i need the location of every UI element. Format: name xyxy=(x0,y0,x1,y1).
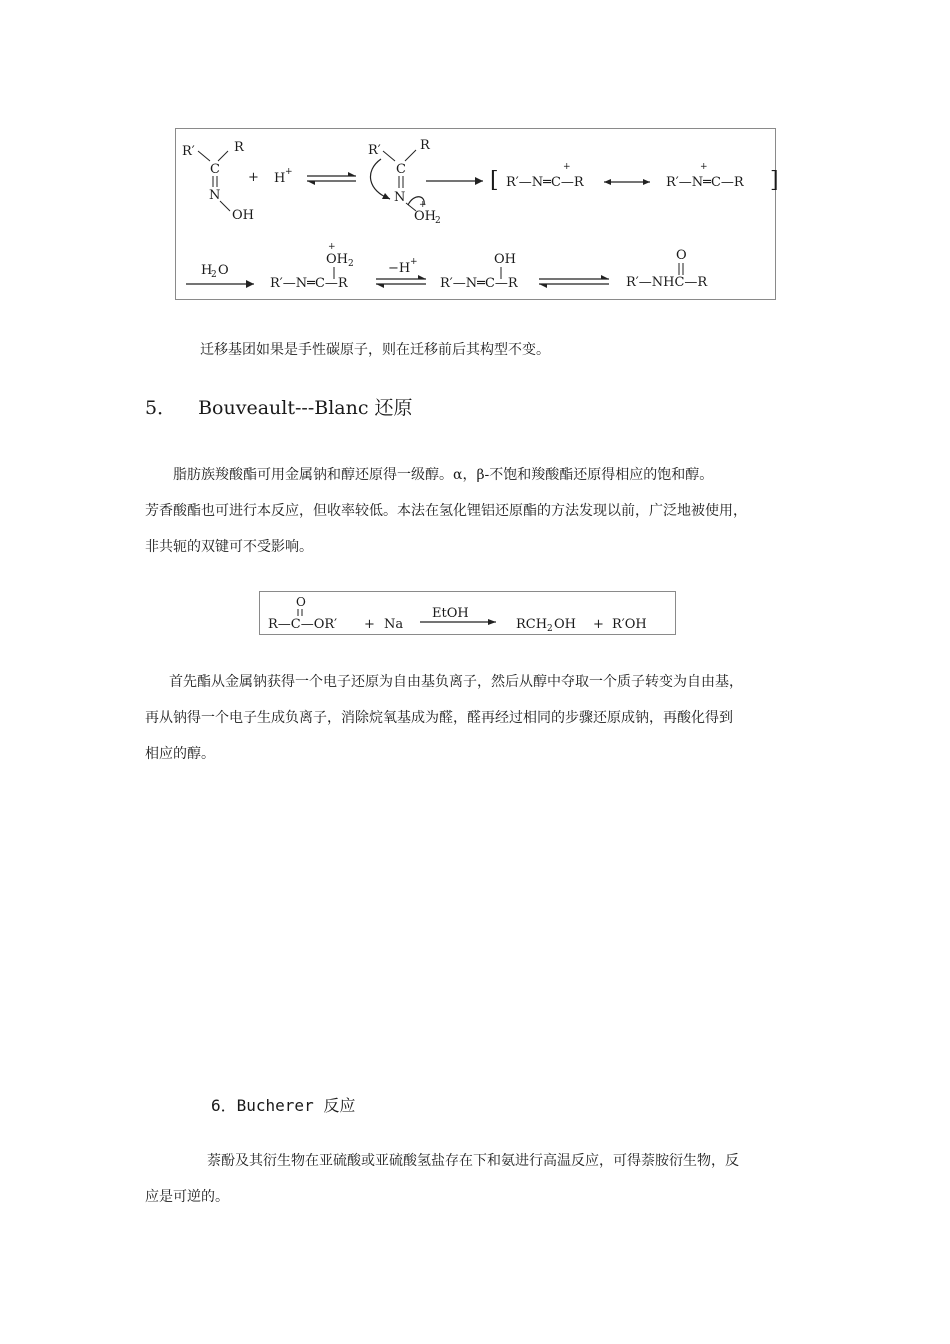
tautomer-arrow xyxy=(539,275,609,288)
primary-alcohol-product xyxy=(516,617,576,634)
svg-text:+: + xyxy=(700,162,708,172)
section-6-heading: 6．Bucherer 反应 xyxy=(211,1096,356,1115)
reagent-etoh: EtOH xyxy=(432,606,469,621)
plus-sign: + xyxy=(248,170,259,185)
svg-text:H: H xyxy=(274,171,286,186)
text-line: 芳香酸酯也可进行本反应，但收率较低。本法在氢化锂铝还原酯的方法发现以前，广泛地被使用， xyxy=(145,503,747,519)
water-addition-arrow xyxy=(186,263,254,288)
reaction-arrow-1 xyxy=(426,177,483,185)
protonated-imidate xyxy=(270,242,354,291)
beckmann-scheme-drawing xyxy=(176,129,779,299)
svg-text:C: C xyxy=(210,162,220,177)
svg-text:R: R xyxy=(420,138,430,153)
alcohol-byproduct: R′OH xyxy=(612,617,647,632)
svg-text:H: H xyxy=(201,263,213,278)
svg-text:OH: OH xyxy=(326,252,348,267)
amide-product xyxy=(626,248,708,290)
svg-text:R′: R′ xyxy=(368,143,381,158)
svg-text:−H: −H xyxy=(388,261,411,276)
text-line: 脂肪族羧酸酯可用金属钠和醇还原得一级醇。α，β-不饱和羧酸酯还原得相应的饱和醇。 xyxy=(173,467,714,483)
proton xyxy=(274,167,293,186)
nitrilium-resonance-2 xyxy=(666,162,745,190)
svg-text:R′—N═C—R: R′—N═C—R xyxy=(506,175,584,190)
svg-text:+: + xyxy=(285,167,293,177)
bracket-close: ] xyxy=(770,168,779,193)
section-number: 5． xyxy=(145,397,177,419)
text-line: 首先酯从金属钠获得一个电子还原为自由基负离子，然后从醇中夺取一个质子转变为自由基， xyxy=(169,674,743,690)
svg-text:2: 2 xyxy=(547,624,553,634)
section-6-body xyxy=(145,1143,810,1215)
svg-text:N: N xyxy=(209,188,221,203)
ester-reactant: R—C—OR′ xyxy=(268,617,338,632)
svg-text:OH: OH xyxy=(554,617,576,632)
section-5-heading xyxy=(145,393,413,420)
svg-text:R′—N═C—R: R′—N═C—R xyxy=(270,276,348,291)
text-line: 萘酚及其衍生物在亚硫酸或亚硫酸氢盐存在下和氨进行高温反应，可得萘胺衍生物，反 xyxy=(207,1153,739,1169)
text-line: 再从钠得一个电子生成负离子，消除烷氧基成为醛，醛再经过相同的步骤还原成钠，再酸化得到 xyxy=(145,710,733,726)
svg-text:+: + xyxy=(328,242,336,252)
svg-text:O: O xyxy=(296,595,306,609)
svg-text:OH: OH xyxy=(414,209,436,224)
svg-text:RCH: RCH xyxy=(516,617,548,632)
svg-text:R′: R′ xyxy=(182,144,195,159)
svg-text:R′—NHC—R: R′—NHC—R xyxy=(626,275,708,290)
deprotonation-arrow xyxy=(376,257,426,288)
svg-text:C: C xyxy=(396,162,406,177)
svg-text:N: N xyxy=(394,190,406,205)
equilibrium-arrow-1 xyxy=(307,172,356,185)
svg-text:2: 2 xyxy=(348,259,354,269)
text-line: 应是可逆的。 xyxy=(145,1189,229,1205)
svg-text:OH: OH xyxy=(494,252,516,267)
svg-text:+: + xyxy=(593,617,604,632)
svg-text:2: 2 xyxy=(435,216,441,226)
svg-text:+: + xyxy=(364,617,375,632)
svg-text:R′—N═C—R: R′—N═C—R xyxy=(440,276,518,291)
svg-text:O: O xyxy=(676,248,687,263)
bouveault-blanc-scheme xyxy=(259,591,676,635)
svg-text:+: + xyxy=(563,162,571,172)
svg-text:+: + xyxy=(410,257,418,267)
resonance-arrow xyxy=(604,179,650,185)
svg-text:+: + xyxy=(419,200,427,210)
beckmann-scheme xyxy=(175,128,779,300)
oxime-reactant xyxy=(182,140,254,223)
text-line: 相应的醇。 xyxy=(145,746,215,762)
configuration-note: 迁移基团如果是手性碳原子，则在迁移前后其构型不变。 xyxy=(200,342,550,358)
bouveault-blanc-drawing xyxy=(260,592,675,634)
section-title: Bouveault---Blanc 还原 xyxy=(198,397,413,419)
protonated-oxime xyxy=(368,138,441,226)
text-line: 非共轭的双键可不受影响。 xyxy=(145,539,313,555)
sodium: Na xyxy=(384,617,404,632)
section-5-mechanism xyxy=(145,664,810,772)
section-5-intro xyxy=(145,457,810,565)
svg-text:OH: OH xyxy=(232,208,254,223)
imidic-acid xyxy=(440,252,519,291)
nitrilium-resonance-1 xyxy=(506,162,585,190)
svg-text:2: 2 xyxy=(211,270,217,280)
svg-text:O: O xyxy=(218,263,229,278)
svg-text:R′—N═C—R: R′—N═C—R xyxy=(666,175,744,190)
svg-text:R: R xyxy=(234,140,244,155)
bracket-open: [ xyxy=(490,168,499,193)
